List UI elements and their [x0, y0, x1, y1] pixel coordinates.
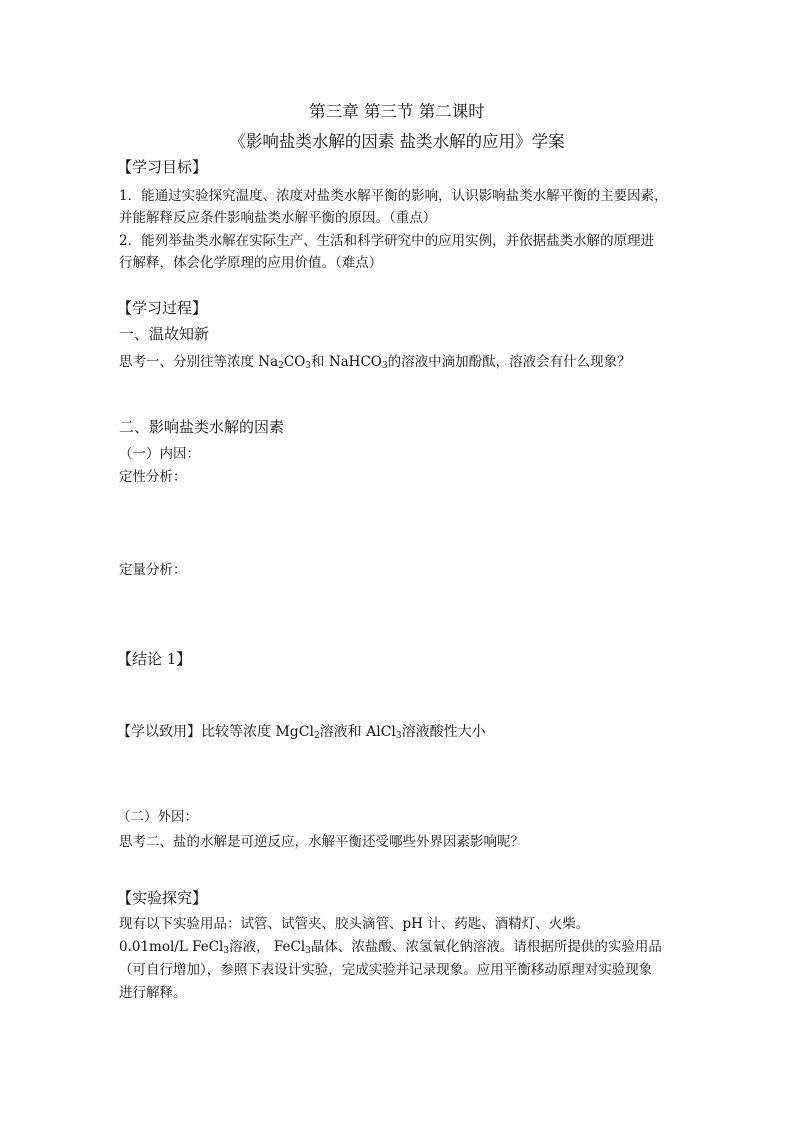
review-heading: 一、温故知新	[119, 325, 210, 343]
experiment-materials-line-1: 现有以下实验用品：试管、试管夹、胶头滴管、pH 计、药匙、酒精灯、火柴。	[119, 916, 590, 932]
quantitative-analysis-label: 定量分析：	[119, 562, 187, 578]
objectives-heading: 【学习目标】	[117, 158, 208, 176]
apply-question: 【学以致用】比较等浓度 MgCl$_2$溶液和 AlCl$_3$溶液酸性大小	[117, 724, 486, 741]
title-chapter: 第三章 第三节 第二课时	[309, 102, 485, 121]
think-two-question: 思考二、盐的水解是可逆反应，水解平衡还受哪些外界因素影响呢？	[119, 834, 524, 850]
process-heading: 【学习过程】	[117, 299, 208, 317]
external-cause-heading: （二）外因：	[117, 809, 198, 825]
objective-1-line-1: 1．能通过实验探究温度、浓度对盐类水解平衡的影响，认识影响盐类水解平衡的主要因素，	[119, 188, 668, 204]
experiment-instructions-line-2: 进行解释。	[119, 985, 187, 1001]
objective-2-line-1: 2．能列举盐类水解在实际生产、生活和科学研究中的应用实例，并依据盐类水解的原理进	[119, 233, 655, 249]
objective-2-line-2: 行解释，体会化学原理的应用价值。（难点）	[119, 255, 383, 271]
experiment-heading: 【实验探究】	[117, 889, 208, 907]
think-one-question: 思考一、分别往等浓度 $Na_2CO_3$和 NaHCO$_3$的溶液中滴加酚酞，溶液会有什么现象？	[119, 354, 631, 371]
experiment-instructions-line-1: （可自行增加），参照下表设计实验，完成实验并记录现象。应用平衡移动原理对实验现象	[119, 962, 653, 978]
conclusion-1-heading: 【结论 1】	[117, 650, 192, 668]
qualitative-analysis-label: 定性分析：	[119, 469, 187, 485]
internal-cause-heading: （一）内因：	[119, 446, 200, 462]
objective-1-line-2: 并能解释反应条件影响盐类水解平衡的原因。（重点）	[119, 210, 437, 226]
factors-heading: 二、影响盐类水解的因素	[119, 418, 285, 436]
experiment-materials-line-2: 0.01mol/L FeCl$_3$溶液， FeCl$_3$晶体、浓盐酸、浓氢氧化钠溶液。请根据所提供的实验用品	[119, 939, 662, 956]
title-lesson: 《影响盐类水解的因素 盐类水解的应用》学案	[229, 132, 565, 151]
